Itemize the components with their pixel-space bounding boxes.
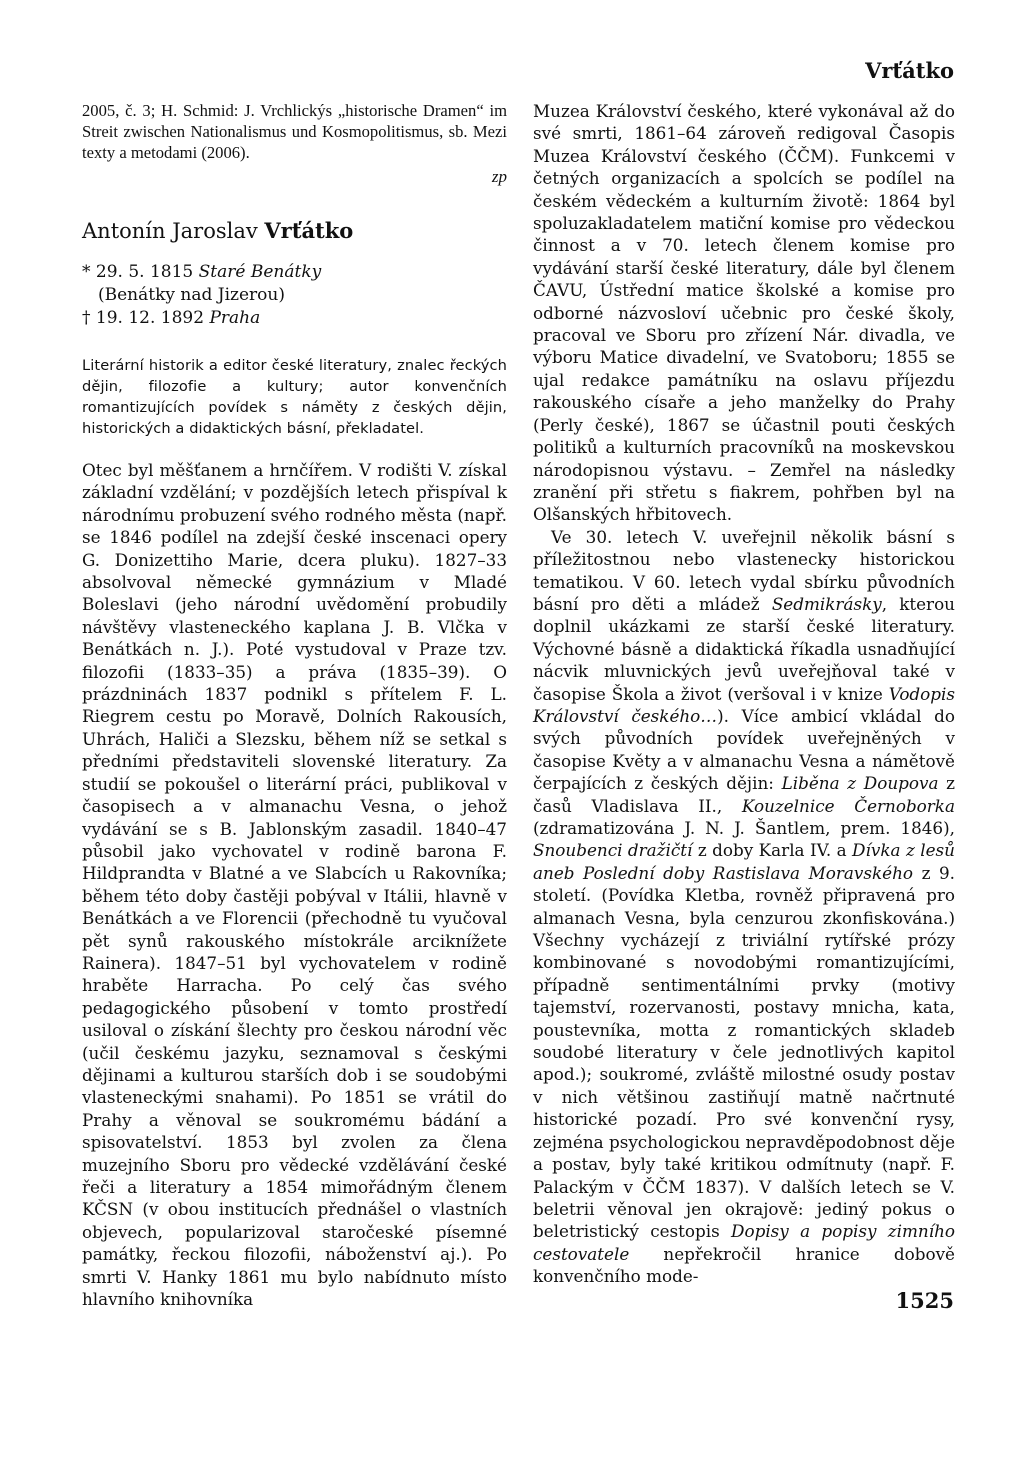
work-title: Snoubenci dražičtí [533,840,693,861]
death-date: † 19. 12. 1892 [82,308,210,328]
work-title: Sedmikrásky [771,593,882,614]
birth-date: * 29. 5. 1815 [82,262,199,282]
left-column [82,100,507,1310]
life-dates [82,261,507,330]
text-run: Ve 30. letech V. uveřejnil několik básní s příležitostnou nebo vlastenecky historickou tematikou. V 60. letech vydal sbírku původních básní pro děti a mládež [533,526,955,614]
death-place: Praha [209,308,261,328]
page-number: 1525 [895,1288,954,1313]
text-run: , kterou doplnil ukázkami ze starší české literatury. Výchovné básně a didaktická říkadla usnadňující nácvik mluvnických jevů uveřejňoval také v časopise Škola a život (veršoval i v knize [533,593,955,704]
work-title: Liběna z Doupova [781,773,939,794]
previous-entry-references: 2005, č. 3; H. Schmid: J. Vrchlickýs „historische Dramen“ im Streit zwischen Nationalismus und Kosmopolitismus, sb. Mezi texty a metodami (2006). [82,101,507,162]
death-line [82,307,507,330]
text-run: z 9. století. (Povídka Kletba, rovněž připravená pro almanach Vesna, byla cenzurou zkonfiskována.) Všechny vycházejí z triviální rytířské prózy kombinované s novodobými romantizujícími, případně sentimentálními prvky (motivy tajemství, rozervanosti, postavy mnicha, kata, poustevníka, motta z romantických skladeb soudobé literatury v čele jednotlivých kapitol apod.); soukromé, zvláště milostné osudy postav v nich většinou zastiňují matně načrtnuté historické pozadí. Pro své konvenční rysy, zejména psychologickou nepravděpodobnost děje a postav, byly také kritikou odmítnuty (např. F. Palackým v ČČM 1837). V dalších letech se V. beletrii věnoval jen okrajově: jediný pokus o beletristický cestopis [533,862,956,1242]
birth-place-note: (Benátky nad Jizerou) [98,285,285,305]
entry-given-names: Antonín Jaroslav [82,219,265,243]
text-run: (zdramatizována J. N. J. Šantlem, prem. 1846), [533,818,955,838]
work-title: Dívka z lesů aneb Poslední doby Rastislava Moravského [533,840,955,883]
birth-line [82,261,507,284]
work-paragraph [533,526,955,1288]
entry-surname: Vrťátko [264,218,354,243]
author-initials: zp [491,167,507,186]
work-title: Dopisy a popisy zimního cestovatele [533,1221,955,1264]
right-column [533,100,955,1288]
entry-summary: Literární historik a editor české literatury, znalec řeckých dějin, filozofie a kultury; autor konvenčních romantizujících povídek s náměty z českých dějin, historických a didaktických básní, překladatel. [82,357,507,437]
text-run: z doby Karla IV. a [692,840,853,861]
text-run: nepřekročil hranice dobově konvenčního mode- [533,1243,955,1287]
birth-place: Staré Benátky [198,262,322,282]
text-run: z časů Vladislava II., [533,773,955,816]
text-run: ). Více ambicí vkládal do svých původních povídek uveřejněných v časopise Květy a v almanachu Vesna a námětově čerpajících z českých dějin: [533,705,955,794]
entry-heading [82,217,507,245]
running-head: Vrťátko [865,58,954,83]
work-title: Kouzelnice Černoborka [741,795,955,816]
work-title: Vodopis Království českého… [533,683,955,726]
biography-paragraph: Otec byl měšťanem a hrnčířem. V rodišti V. získal základní vzdělání; v pozdějších letech přispíval k národnímu probuzení svého rodného města (např. se 1846 podílel na zdejší české inscenaci opery G. Donizettiho Marie, dcera pluku). 1827–33 absolvoval německé gymnázium v Mladé Boleslavi (jeho národní uvědomění probudily návštěvy vlasteneckého kaplana J. B. Vlčka v Benátkách n. J.). Poté vystudoval v Praze tzv. filozofii (1833–35) a práva (1835–39). O prázdninách 1837 podnikl s přítelem F. L. Riegrem cestu po Moravě, Dolních Rakousích, Uhrách, Haliči a Slezsku, během níž se setkal s předními představiteli slovenské literatury. Za studií se pokoušel o literární práci, publikoval v časopisech a v almanachu Vesna, o jehož vydávání se s B. Jablonským zasadil. 1840–47 působil jako vychovatel v rodině barona F. Hildprandta v Blatné a ve Slabcích u Rakovníka; během této doby častěji pobýval v Itálii, hlavně v Benátkách a ve Florencii (přechodně tu vyučoval pět synů rakouského místokrále arciknížete Rainera). 1847–51 byl vychovatelem v rodině hraběte Harracha. Po celý čas svého pedagogického působení v tomto prostředí usiloval o získání šlechty pro českou národní věc (učil českému jazyku, seznamoval s českými dějinami a kulturou starších dob i se soudobými vlasteneckými snahami). Po 1851 se vrátil do Prahy a věnoval se soukromému bádání a spisovatelství. 1853 byl zvolen za člena muzejního Sboru pro vědecké vzdělávání české řeči a literatury a 1854 mimořádným členem KČSN (v obou institucích přednášel o vlastních objevech, popularizoval staročeské písemné památky, řeckou filozofii, náboženství aj.). Po smrti V. Hanky 1861 mu bylo nabídnuto místo hlavního knihovníka [82,460,507,1310]
biography-continuation: Muzea Království českého, které vykonával až do své smrti, 1861–64 zároveň redigoval Časopis Muzea Království českého (ČČM). Funkcemi v četných organizacích a spolcích se podílel na českém vědeckém a kulturním životě: 1864 byl spoluzakladatelem matiční komise pro vědeckou činnost a v 70. letech členem komise pro vydávání starší české literatury, dále byl členem ČAVU, Ústřední matice školské a komise pro odborné názvosloví učebnic pro české školy, pracoval ve Sboru pro zřízení Nár. divadla, ve výboru Matice divadelní, ve Svatoboru; 1855 se ujal redakce památníku na oslavu příjezdu rakouského císaře a jeho manželky do Prahy (Perly české), 1867 se účastnil pouti českých politiků a kulturních pracovníků na moskevskou národopisnou výstavu. – Zemřel na následky zranění při střetu s fiakrem, pohřben byl na Olšanských hřbitovech. [533,101,955,525]
